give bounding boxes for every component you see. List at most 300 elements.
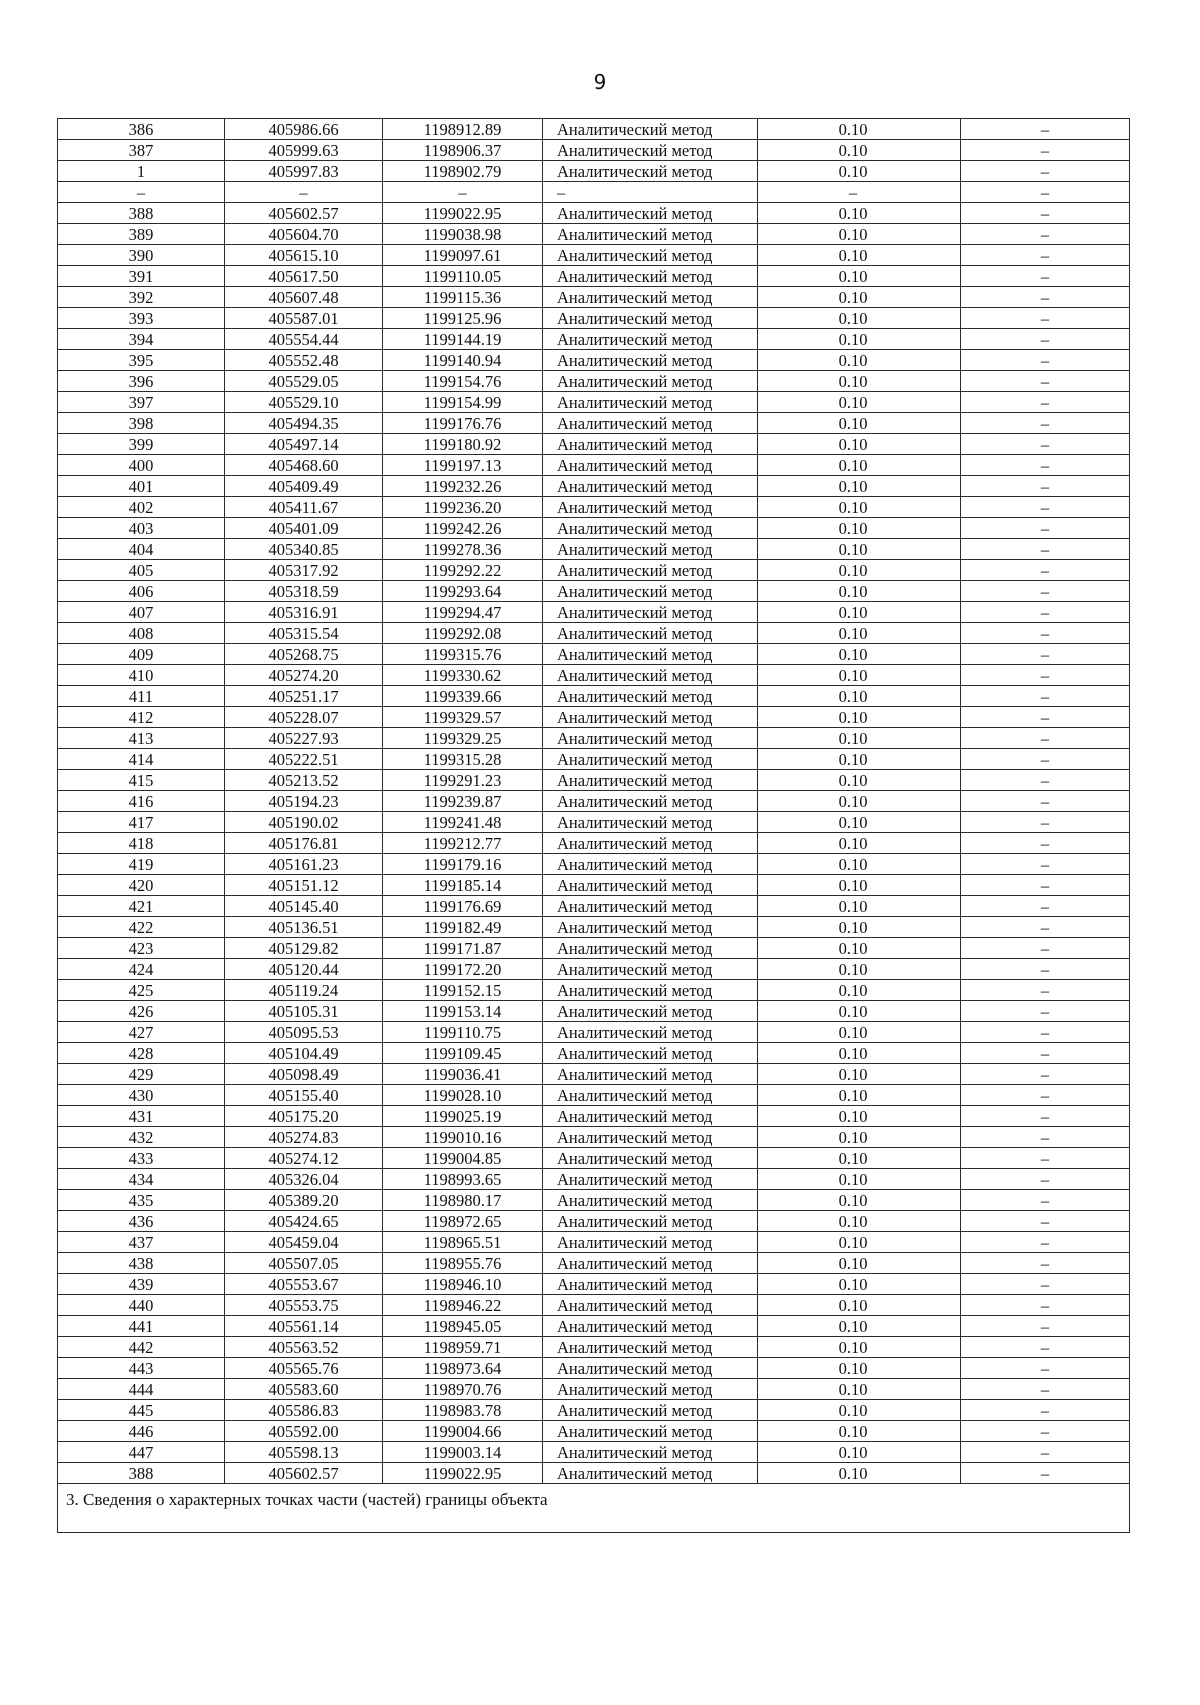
cell-accuracy: 0.10 — [758, 287, 961, 308]
cell-point-number: 402 — [58, 497, 225, 518]
cell-description: – — [961, 1169, 1130, 1190]
table-row — [58, 1064, 1130, 1085]
cell-y-coordinate: 1198959.71 — [383, 1337, 543, 1358]
cell-x-coordinate: 405340.85 — [225, 539, 383, 560]
cell-accuracy: 0.10 — [758, 854, 961, 875]
cell-point-number: 430 — [58, 1085, 225, 1106]
table-row — [58, 959, 1130, 980]
cell-description: – — [961, 203, 1130, 224]
cell-method: Аналитический метод — [543, 833, 758, 854]
cell-y-coordinate: 1198970.76 — [383, 1379, 543, 1400]
cell-point-number: 423 — [58, 938, 225, 959]
table-row — [58, 1442, 1130, 1463]
cell-method: Аналитический метод — [543, 749, 758, 770]
cell-y-coordinate: 1199182.49 — [383, 917, 543, 938]
cell-x-coordinate: 405326.04 — [225, 1169, 383, 1190]
table-row — [58, 119, 1130, 140]
cell-point-number: 413 — [58, 728, 225, 749]
cell-method: Аналитический метод — [543, 581, 758, 602]
table-row — [58, 392, 1130, 413]
cell-description: – — [961, 833, 1130, 854]
cell-description: – — [961, 329, 1130, 350]
cell-point-number: 441 — [58, 1316, 225, 1337]
cell-description: – — [961, 1148, 1130, 1169]
table-row — [58, 854, 1130, 875]
cell-x-coordinate: 405317.92 — [225, 560, 383, 581]
cell-accuracy: 0.10 — [758, 560, 961, 581]
table-row — [58, 224, 1130, 245]
cell-method: Аналитический метод — [543, 1001, 758, 1022]
cell-x-coordinate: 405604.70 — [225, 224, 383, 245]
cell-method: Аналитический метод — [543, 203, 758, 224]
cell-accuracy: 0.10 — [758, 413, 961, 434]
table-row — [58, 350, 1130, 371]
cell-y-coordinate: 1199154.76 — [383, 371, 543, 392]
table-row — [58, 287, 1130, 308]
cell-x-coordinate: 405151.12 — [225, 875, 383, 896]
table-row — [58, 182, 1130, 203]
cell-x-coordinate: 405161.23 — [225, 854, 383, 875]
cell-description: – — [961, 875, 1130, 896]
table-row — [58, 1337, 1130, 1358]
cell-x-coordinate: 405315.54 — [225, 623, 383, 644]
cell-description: – — [961, 455, 1130, 476]
cell-x-coordinate: 405316.91 — [225, 602, 383, 623]
table-row — [58, 896, 1130, 917]
cell-method: Аналитический метод — [543, 1421, 758, 1442]
cell-method: Аналитический метод — [543, 1274, 758, 1295]
cell-accuracy: 0.10 — [758, 833, 961, 854]
cell-y-coordinate: 1198955.76 — [383, 1253, 543, 1274]
cell-method: Аналитический метод — [543, 266, 758, 287]
cell-method: Аналитический метод — [543, 623, 758, 644]
cell-method: Аналитический метод — [543, 350, 758, 371]
cell-description: – — [961, 413, 1130, 434]
cell-accuracy: 0.10 — [758, 1253, 961, 1274]
cell-y-coordinate: 1199232.26 — [383, 476, 543, 497]
table-row — [58, 1253, 1130, 1274]
cell-point-number: 437 — [58, 1232, 225, 1253]
coordinates-table-body — [58, 119, 1130, 1484]
cell-point-number: – — [58, 182, 225, 203]
cell-y-coordinate: 1198973.64 — [383, 1358, 543, 1379]
table-row — [58, 665, 1130, 686]
cell-accuracy: 0.10 — [758, 1316, 961, 1337]
cell-point-number: 394 — [58, 329, 225, 350]
cell-description: – — [961, 1379, 1130, 1400]
cell-method: Аналитический метод — [543, 1190, 758, 1211]
cell-method: Аналитический метод — [543, 1232, 758, 1253]
cell-description: – — [961, 686, 1130, 707]
cell-point-number: 426 — [58, 1001, 225, 1022]
cell-description: – — [961, 581, 1130, 602]
cell-y-coordinate: 1199291.23 — [383, 770, 543, 791]
cell-x-coordinate: 405553.75 — [225, 1295, 383, 1316]
cell-point-number: 442 — [58, 1337, 225, 1358]
cell-x-coordinate: 405561.14 — [225, 1316, 383, 1337]
cell-point-number: 411 — [58, 686, 225, 707]
cell-description: – — [961, 434, 1130, 455]
table-row — [58, 1043, 1130, 1064]
cell-y-coordinate: 1199197.13 — [383, 455, 543, 476]
cell-accuracy: 0.10 — [758, 728, 961, 749]
table-row — [58, 875, 1130, 896]
cell-accuracy: 0.10 — [758, 140, 961, 161]
cell-y-coordinate: 1199315.76 — [383, 644, 543, 665]
cell-x-coordinate: 405401.09 — [225, 518, 383, 539]
cell-accuracy: 0.10 — [758, 1337, 961, 1358]
cell-accuracy: 0.10 — [758, 602, 961, 623]
table-row — [58, 203, 1130, 224]
cell-method: Аналитический метод — [543, 245, 758, 266]
table-row — [58, 371, 1130, 392]
table-row — [58, 1421, 1130, 1442]
cell-point-number: 412 — [58, 707, 225, 728]
table-row — [58, 791, 1130, 812]
table-row — [58, 707, 1130, 728]
cell-accuracy: 0.10 — [758, 224, 961, 245]
table-row — [58, 812, 1130, 833]
table-row — [58, 1463, 1130, 1484]
cell-method: Аналитический метод — [543, 1043, 758, 1064]
cell-method: Аналитический метод — [543, 1316, 758, 1337]
cell-accuracy: 0.10 — [758, 812, 961, 833]
cell-method: Аналитический метод — [543, 287, 758, 308]
cell-y-coordinate: 1199036.41 — [383, 1064, 543, 1085]
cell-method: Аналитический метод — [543, 413, 758, 434]
cell-y-coordinate: 1199171.87 — [383, 938, 543, 959]
cell-method: Аналитический метод — [543, 1169, 758, 1190]
cell-description: – — [961, 371, 1130, 392]
cell-method: Аналитический метод — [543, 938, 758, 959]
cell-accuracy: 0.10 — [758, 959, 961, 980]
cell-description: – — [961, 1232, 1130, 1253]
cell-method: Аналитический метод — [543, 1358, 758, 1379]
cell-x-coordinate: 405228.07 — [225, 707, 383, 728]
table-row — [58, 161, 1130, 182]
cell-x-coordinate: 405175.20 — [225, 1106, 383, 1127]
cell-y-coordinate: 1199294.47 — [383, 602, 543, 623]
cell-y-coordinate: 1199278.36 — [383, 539, 543, 560]
table-row — [58, 245, 1130, 266]
cell-y-coordinate: 1198906.37 — [383, 140, 543, 161]
table-row — [58, 1400, 1130, 1421]
table-row — [58, 644, 1130, 665]
cell-x-coordinate: 405227.93 — [225, 728, 383, 749]
cell-accuracy: 0.10 — [758, 917, 961, 938]
cell-accuracy: 0.10 — [758, 1043, 961, 1064]
cell-accuracy: 0.10 — [758, 203, 961, 224]
cell-x-coordinate: 405552.48 — [225, 350, 383, 371]
cell-y-coordinate: 1199025.19 — [383, 1106, 543, 1127]
cell-point-number: 1 — [58, 161, 225, 182]
cell-accuracy: 0.10 — [758, 1064, 961, 1085]
table-row — [58, 539, 1130, 560]
cell-x-coordinate: 405494.35 — [225, 413, 383, 434]
cell-method: Аналитический метод — [543, 539, 758, 560]
cell-method: Аналитический метод — [543, 161, 758, 182]
cell-point-number: 401 — [58, 476, 225, 497]
table-row — [58, 1379, 1130, 1400]
cell-y-coordinate: 1199109.45 — [383, 1043, 543, 1064]
cell-description: – — [961, 1022, 1130, 1043]
cell-description: – — [961, 161, 1130, 182]
cell-y-coordinate: 1199028.10 — [383, 1085, 543, 1106]
cell-accuracy: 0.10 — [758, 434, 961, 455]
cell-y-coordinate: 1199125.96 — [383, 308, 543, 329]
table-row — [58, 1211, 1130, 1232]
cell-description: – — [961, 854, 1130, 875]
cell-point-number: 403 — [58, 518, 225, 539]
cell-description: – — [961, 1085, 1130, 1106]
cell-x-coordinate: 405553.67 — [225, 1274, 383, 1295]
cell-y-coordinate: 1199022.95 — [383, 203, 543, 224]
cell-accuracy: 0.10 — [758, 644, 961, 665]
cell-y-coordinate: 1199176.76 — [383, 413, 543, 434]
cell-point-number: 416 — [58, 791, 225, 812]
cell-method: Аналитический метод — [543, 119, 758, 140]
table-row — [58, 1085, 1130, 1106]
cell-accuracy: 0.10 — [758, 1211, 961, 1232]
cell-x-coordinate: 405411.67 — [225, 497, 383, 518]
cell-description: – — [961, 644, 1130, 665]
cell-accuracy: 0.10 — [758, 1127, 961, 1148]
cell-x-coordinate: 405602.57 — [225, 1463, 383, 1484]
cell-point-number: 387 — [58, 140, 225, 161]
cell-accuracy: 0.10 — [758, 770, 961, 791]
cell-y-coordinate: 1199110.75 — [383, 1022, 543, 1043]
cell-point-number: 415 — [58, 770, 225, 791]
cell-point-number: 404 — [58, 539, 225, 560]
cell-accuracy: 0.10 — [758, 350, 961, 371]
cell-method: Аналитический метод — [543, 1379, 758, 1400]
cell-point-number: 400 — [58, 455, 225, 476]
cell-accuracy: 0.10 — [758, 623, 961, 644]
cell-y-coordinate: 1199315.28 — [383, 749, 543, 770]
cell-description: – — [961, 1358, 1130, 1379]
cell-description: – — [961, 728, 1130, 749]
cell-accuracy: 0.10 — [758, 161, 961, 182]
cell-x-coordinate: 405213.52 — [225, 770, 383, 791]
cell-description: – — [961, 1211, 1130, 1232]
cell-point-number: 405 — [58, 560, 225, 581]
cell-y-coordinate: 1199038.98 — [383, 224, 543, 245]
cell-point-number: 447 — [58, 1442, 225, 1463]
table-row — [58, 1316, 1130, 1337]
cell-point-number: 439 — [58, 1274, 225, 1295]
table-row — [58, 1148, 1130, 1169]
cell-point-number: 397 — [58, 392, 225, 413]
cell-y-coordinate: 1198993.65 — [383, 1169, 543, 1190]
cell-x-coordinate: 405268.75 — [225, 644, 383, 665]
cell-description: – — [961, 1190, 1130, 1211]
cell-accuracy: 0.10 — [758, 749, 961, 770]
table-row — [58, 1295, 1130, 1316]
cell-accuracy: 0.10 — [758, 686, 961, 707]
cell-method: Аналитический метод — [543, 1211, 758, 1232]
cell-x-coordinate: 405222.51 — [225, 749, 383, 770]
cell-description: – — [961, 959, 1130, 980]
table-row — [58, 938, 1130, 959]
cell-method: Аналитический метод — [543, 371, 758, 392]
cell-method: Аналитический метод — [543, 329, 758, 350]
table-row — [58, 329, 1130, 350]
cell-x-coordinate: 405274.83 — [225, 1127, 383, 1148]
cell-description: – — [961, 1400, 1130, 1421]
cell-description: – — [961, 749, 1130, 770]
cell-description: – — [961, 1253, 1130, 1274]
cell-description: – — [961, 182, 1130, 203]
cell-point-number: 440 — [58, 1295, 225, 1316]
cell-x-coordinate: 405598.13 — [225, 1442, 383, 1463]
cell-description: – — [961, 812, 1130, 833]
cell-description: – — [961, 1043, 1130, 1064]
cell-method: Аналитический метод — [543, 644, 758, 665]
table-row — [58, 833, 1130, 854]
cell-point-number: 398 — [58, 413, 225, 434]
cell-accuracy: 0.10 — [758, 1148, 961, 1169]
cell-description: – — [961, 518, 1130, 539]
cell-accuracy: 0.10 — [758, 308, 961, 329]
cell-point-number: 445 — [58, 1400, 225, 1421]
cell-description: – — [961, 791, 1130, 812]
cell-point-number: 427 — [58, 1022, 225, 1043]
cell-y-coordinate: 1198946.22 — [383, 1295, 543, 1316]
cell-method: Аналитический метод — [543, 602, 758, 623]
cell-accuracy: 0.10 — [758, 329, 961, 350]
cell-x-coordinate: 405095.53 — [225, 1022, 383, 1043]
cell-point-number: 435 — [58, 1190, 225, 1211]
cell-accuracy: 0.10 — [758, 896, 961, 917]
cell-x-coordinate: 405997.83 — [225, 161, 383, 182]
cell-y-coordinate: 1199339.66 — [383, 686, 543, 707]
cell-point-number: 419 — [58, 854, 225, 875]
cell-accuracy: 0.10 — [758, 707, 961, 728]
cell-y-coordinate: 1199329.57 — [383, 707, 543, 728]
cell-point-number: 391 — [58, 266, 225, 287]
cell-y-coordinate: 1199110.05 — [383, 266, 543, 287]
cell-description: – — [961, 350, 1130, 371]
cell-point-number: 429 — [58, 1064, 225, 1085]
table-row — [58, 770, 1130, 791]
cell-accuracy: 0.10 — [758, 1274, 961, 1295]
cell-x-coordinate: 405587.01 — [225, 308, 383, 329]
cell-y-coordinate: 1199292.22 — [383, 560, 543, 581]
cell-method: Аналитический метод — [543, 1127, 758, 1148]
cell-x-coordinate: 405155.40 — [225, 1085, 383, 1106]
cell-method: Аналитический метод — [543, 665, 758, 686]
cell-point-number: 388 — [58, 203, 225, 224]
cell-point-number: 417 — [58, 812, 225, 833]
cell-method: Аналитический метод — [543, 854, 758, 875]
cell-accuracy: 0.10 — [758, 1421, 961, 1442]
table-row — [58, 413, 1130, 434]
cell-y-coordinate: 1199010.16 — [383, 1127, 543, 1148]
table-row — [58, 749, 1130, 770]
cell-x-coordinate: 405409.49 — [225, 476, 383, 497]
cell-description: – — [961, 1106, 1130, 1127]
cell-y-coordinate: 1199241.48 — [383, 812, 543, 833]
cell-description: – — [961, 119, 1130, 140]
cell-point-number: 418 — [58, 833, 225, 854]
cell-method: Аналитический метод — [543, 560, 758, 581]
cell-description: – — [961, 980, 1130, 1001]
table-row — [58, 476, 1130, 497]
cell-method: Аналитический метод — [543, 140, 758, 161]
cell-x-coordinate: 405497.14 — [225, 434, 383, 455]
cell-description: – — [961, 1295, 1130, 1316]
table-row — [58, 1232, 1130, 1253]
cell-point-number: 433 — [58, 1148, 225, 1169]
cell-y-coordinate: 1199236.20 — [383, 497, 543, 518]
cell-y-coordinate: 1199140.94 — [383, 350, 543, 371]
cell-accuracy: 0.10 — [758, 938, 961, 959]
cell-accuracy: 0.10 — [758, 791, 961, 812]
cell-x-coordinate: 405468.60 — [225, 455, 383, 476]
cell-y-coordinate: 1199176.69 — [383, 896, 543, 917]
table-row — [58, 1274, 1130, 1295]
cell-description: – — [961, 1463, 1130, 1484]
cell-y-coordinate: – — [383, 182, 543, 203]
cell-method: Аналитический метод — [543, 1022, 758, 1043]
cell-description: – — [961, 707, 1130, 728]
cell-accuracy: 0.10 — [758, 665, 961, 686]
cell-description: – — [961, 308, 1130, 329]
cell-x-coordinate: 405615.10 — [225, 245, 383, 266]
cell-description: – — [961, 245, 1130, 266]
cell-method: Аналитический метод — [543, 812, 758, 833]
cell-description: – — [961, 539, 1130, 560]
table-row — [58, 1106, 1130, 1127]
cell-point-number: 422 — [58, 917, 225, 938]
cell-y-coordinate: 1199180.92 — [383, 434, 543, 455]
cell-accuracy: 0.10 — [758, 1085, 961, 1106]
cell-x-coordinate: 405145.40 — [225, 896, 383, 917]
cell-x-coordinate: 405389.20 — [225, 1190, 383, 1211]
cell-accuracy: 0.10 — [758, 266, 961, 287]
table-row — [58, 1190, 1130, 1211]
cell-point-number: 436 — [58, 1211, 225, 1232]
section-footer-row — [58, 1484, 1130, 1533]
cell-method: Аналитический метод — [543, 896, 758, 917]
cell-method: Аналитический метод — [543, 1148, 758, 1169]
cell-method: Аналитический метод — [543, 1463, 758, 1484]
cell-method: Аналитический метод — [543, 728, 758, 749]
cell-x-coordinate: 405529.10 — [225, 392, 383, 413]
cell-description: – — [961, 476, 1130, 497]
cell-description: – — [961, 602, 1130, 623]
cell-accuracy: 0.10 — [758, 1001, 961, 1022]
page-number: 9 — [593, 70, 607, 94]
cell-point-number: 388 — [58, 1463, 225, 1484]
cell-x-coordinate: 405104.49 — [225, 1043, 383, 1064]
cell-accuracy: 0.10 — [758, 539, 961, 560]
cell-point-number: 410 — [58, 665, 225, 686]
cell-point-number: 409 — [58, 644, 225, 665]
cell-x-coordinate: – — [225, 182, 383, 203]
cell-point-number: 395 — [58, 350, 225, 371]
cell-method: Аналитический метод — [543, 518, 758, 539]
cell-y-coordinate: 1199212.77 — [383, 833, 543, 854]
cell-x-coordinate: 405424.65 — [225, 1211, 383, 1232]
cell-method: Аналитический метод — [543, 707, 758, 728]
cell-method: Аналитический метод — [543, 770, 758, 791]
cell-point-number: 444 — [58, 1379, 225, 1400]
cell-y-coordinate: 1199115.36 — [383, 287, 543, 308]
cell-point-number: 396 — [58, 371, 225, 392]
cell-accuracy: 0.10 — [758, 1022, 961, 1043]
table-row — [58, 266, 1130, 287]
